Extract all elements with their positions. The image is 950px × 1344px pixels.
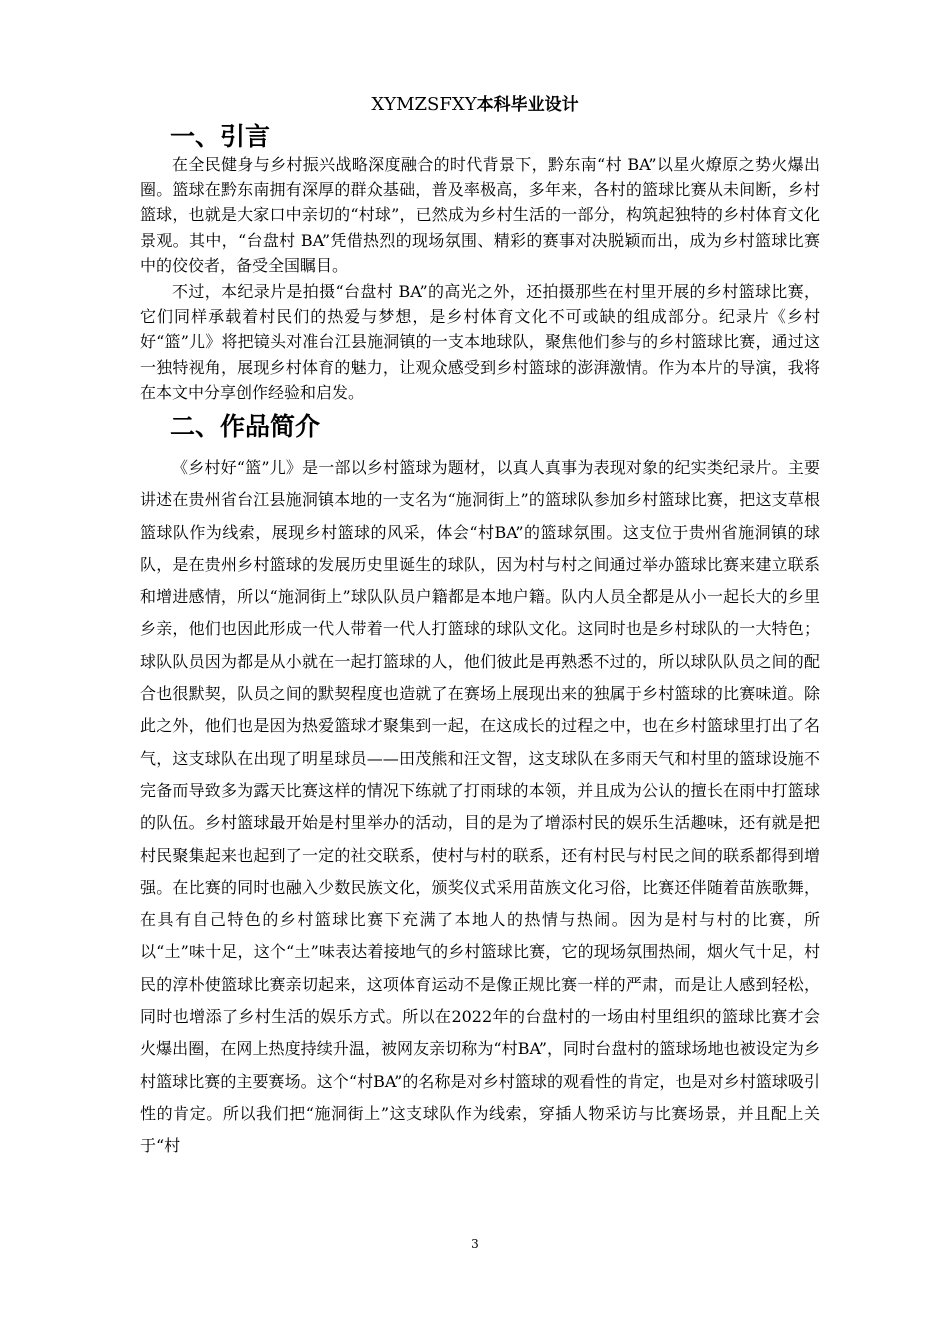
introduction-paragraph-1: 在全民健身与乡村振兴战略深度融合的时代背景下，黔东南“村 BA”以星火燎原之势火爆出圈。篮球在黔东南拥有深厚的群众基础，普及率极高，多年来，各村的篮球比赛从未间断，乡村篮球，也就是大家口中亲切的“村球”，已然成为乡村生活的一部分，构筑起独特的乡村体育文化景观。其中，“台盘村 BA”凭借热烈的现场氛围、精彩的赛事对决脱颖而出，成为乡村篮球比赛中的佼佼者，备受全国瞩目。 [140, 155, 820, 275]
header-title: 本科毕业设计 [476, 95, 579, 115]
page-number: 3 [471, 1237, 479, 1251]
header-code: XYMZSFXY [371, 94, 477, 115]
introduction-paragraph-2: 不过，本纪录片是拍摄“台盘村 BA”的高光之外，还拍摄那些在村里开展的乡村篮球比赛，它们同样承载着村民们的热爱与梦想，是乡村体育文化不可或缺的组成部分。纪录片《乡村好“篮”儿》将把镜头对准台江县施洞镇的一支本地球队，聚焦他们参与的乡村篮球比赛，通过这一独特视角，展现乡村体育的魅力，让观众感受到乡村篮球的澎湃激情。作为本片的导演，我将在本文中分享创作经验和启发。 [140, 282, 820, 402]
page-header [0, 93, 950, 117]
section-title-introduction: 一、引言 [170, 122, 271, 151]
work-overview-paragraph-1: 《乡村好“篮”儿》是一部以乡村篮球为题材，以真人真事为表现对象的纪实类纪录片。主要讲述在贵州省台江县施洞镇本地的一支名为“施洞街上”的篮球队参加乡村篮球比赛，把这支草根篮球队作为线索，展现乡村篮球的风采，体会“村BA”的篮球氛围。这支位于贵州省施洞镇的球队，是在贵州乡村篮球的发展历史里诞生的球队，因为村与村之间通过举办篮球比赛来建立联系和增进感情，所以“施洞街上”球队队员户籍都是本地户籍。队内人员全都是从小一起长大的乡里乡亲，他们也因此形成一代人带着一代人打篮球的球队文化。这同时也是乡村球队的一大特色；球队队员因为都是从小就在一起打篮球的人，他们彼此是再熟悉不过的，所以球队队员之间的配合也很默契，队员之间的默契程度也造就了在赛场上展现出来的独属于乡村篮球的比赛味道。除此之外，他们也是因为热爱篮球才聚集到一起，在这成长的过程之中，也在乡村篮球里打出了名气，这支球队在出现了明星球员——田茂熊和汪文智，这支球队在多雨天气和村里的篮球设施不完备而导致多为露天比赛这样的情况下练就了打雨球的本领，并且成为公认的擅长在雨中打篮球的队伍。乡村篮球最开始是村里举办的活动，目的是为了增添村民的娱乐生活趣味，还有就是把村民聚集起来也起到了一定的社交联系，使村与村的联系，还有村民与村民之间的联系都得到增强。在比赛的同时也融入少数民族文化，颁奖仪式采用苗族文化习俗，比赛还伴随着苗族歌舞，在具有自己特色的乡村篮球比赛下充满了本地人的热情与热闹。因为是村与村的比赛，所以“土”味十足，这个“土”味表达着接地气的乡村篮球比赛，它的现场氛围热闹，烟火气十足，村民的淳朴使篮球比赛亲切起来，这项体育运动不是像正规比赛一样的严肃，而是让人感到轻松，同时也增添了乡村生活的娱乐方式。所以在2022年的台盘村的一场由村里组织的篮球比赛才会火爆出圈，在网上热度持续升温，被网友亲切称为“村BA”，同时台盘村的篮球场地也被设定为乡村篮球比赛的主要赛场。这个“村BA”的名称是对乡村篮球的观看性的肯定，也是对乡村篮球吸引性的肯定。所以我们把“施洞街上”这支球队作为线索，穿插人物采访与比赛场景，并且配上关于“村 [140, 458, 820, 1156]
section-title-work-overview: 二、作品简介 [170, 412, 321, 441]
